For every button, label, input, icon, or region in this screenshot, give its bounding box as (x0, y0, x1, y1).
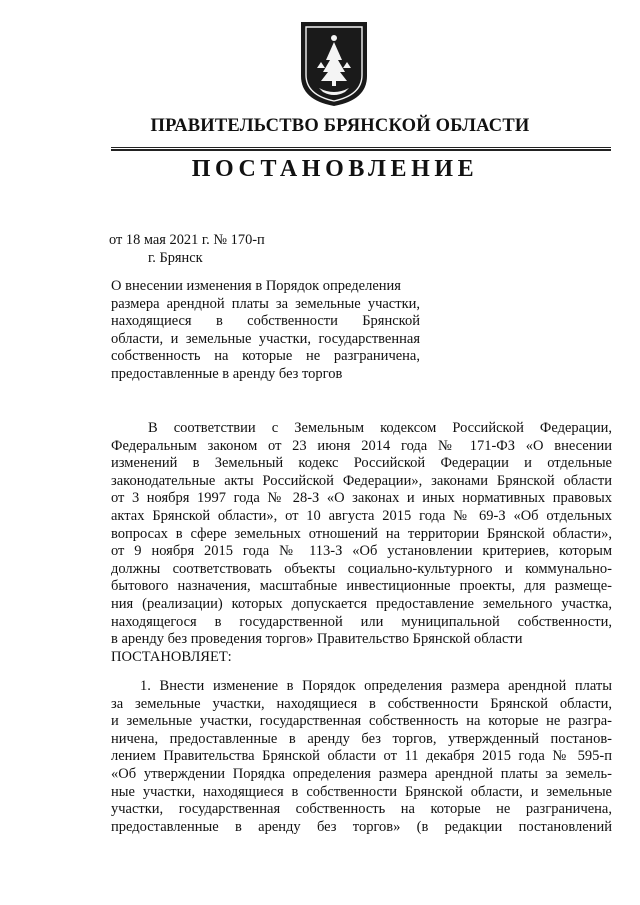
item-1-paragraph (111, 678, 612, 836)
resolves-keyword: ПОСТАНОВЛЯЕТ: (111, 648, 232, 665)
preamble-line: от 3 ноября 1997 года № 28-З «О законах и иных нормативных правовых (111, 490, 612, 507)
document-subject (111, 278, 420, 384)
preamble-line: Федеральным законом от 23 июня 2014 года № 171-ФЗ «О внесении (111, 437, 612, 454)
document-date-number: от 18 мая 2021 г. № 170-п (109, 232, 265, 248)
preamble-line: актах Брянской области», от 10 августа 2015 года № 69-З «Об отдельных (111, 507, 612, 524)
preamble-line: В соответствии с Земельным кодексом Российской Федерации, (148, 420, 612, 436)
preamble-line: вопросах в сфере земельных отношений на территории Брянской области», (111, 525, 612, 542)
subject-line: области, и земельные участки, государственная (111, 330, 420, 347)
preamble-paragraph (111, 420, 612, 666)
subject-line: размера арендной платы за земельные участки, (111, 295, 420, 312)
item-1-line: участки, государственная собственность на которые не разграничена, (111, 801, 612, 818)
item-1-line: и земельные участки, государственная собственность на которые не разгра- (111, 713, 612, 730)
item-1-line: лением Правительства Брянской области от 11 декабря 2015 года № 595-п (111, 748, 612, 765)
item-1-line: 1. Внести изменение в Порядок определения размера арендной платы (140, 678, 612, 694)
subject-line: собственность на которые не разграничена, (111, 348, 420, 365)
item-1-line: за земельные участки, находящиеся в собственности Брянской области, (111, 695, 612, 712)
preamble-line: ния (реализации) которых допускается предоставление земельного участка, (111, 595, 612, 612)
preamble-line: в аренду без проведения торгов» Правительство Брянской области (111, 631, 523, 648)
document-city: г. Брянск (148, 250, 203, 266)
preamble-line: законодательные акты Российской Федерации», законами Брянской области (111, 472, 612, 489)
header-divider (111, 147, 611, 151)
preamble-line: находящегося в государственной или муниципальной собственности, (111, 613, 612, 630)
preamble-line: от 9 ноября 2015 года № 113-З «Об установлении критериев, которым (111, 543, 612, 560)
subject-line: О внесении изменения в Порядок определения (111, 278, 401, 294)
government-name: ПРАВИТЕЛЬСТВО БРЯНСКОЙ ОБЛАСТИ (150, 116, 530, 136)
item-1-line: ничена, предоставленные в аренду без торгов, утвержденный постанов- (111, 730, 612, 747)
preamble-line: должны соответствовать объекты социально-культурного и коммунально- (111, 560, 612, 577)
item-1-line: ные участки, находящиеся в собственности Брянской области, и земельные (111, 783, 612, 800)
preamble-line: изменений в Земельный кодекс Российской Федерации и отдельные (111, 455, 612, 472)
document-type-title: ПОСТАНОВЛЕНИЕ (191, 156, 479, 182)
item-1-line: предоставленные в аренду без торгов» (в редакции постановлений (111, 818, 612, 835)
subject-line: находящиеся в собственности Брянской (111, 313, 420, 330)
preamble-line: бытового назначения, масштабные инвестиционные проекты, для размеще- (111, 578, 612, 595)
item-1-line: «Об утверждении Порядка определения размера арендной платы за земель- (111, 765, 612, 782)
subject-line: предоставленные в аренду без торгов (111, 365, 343, 382)
bryansk-coat-of-arms-icon (297, 18, 371, 108)
